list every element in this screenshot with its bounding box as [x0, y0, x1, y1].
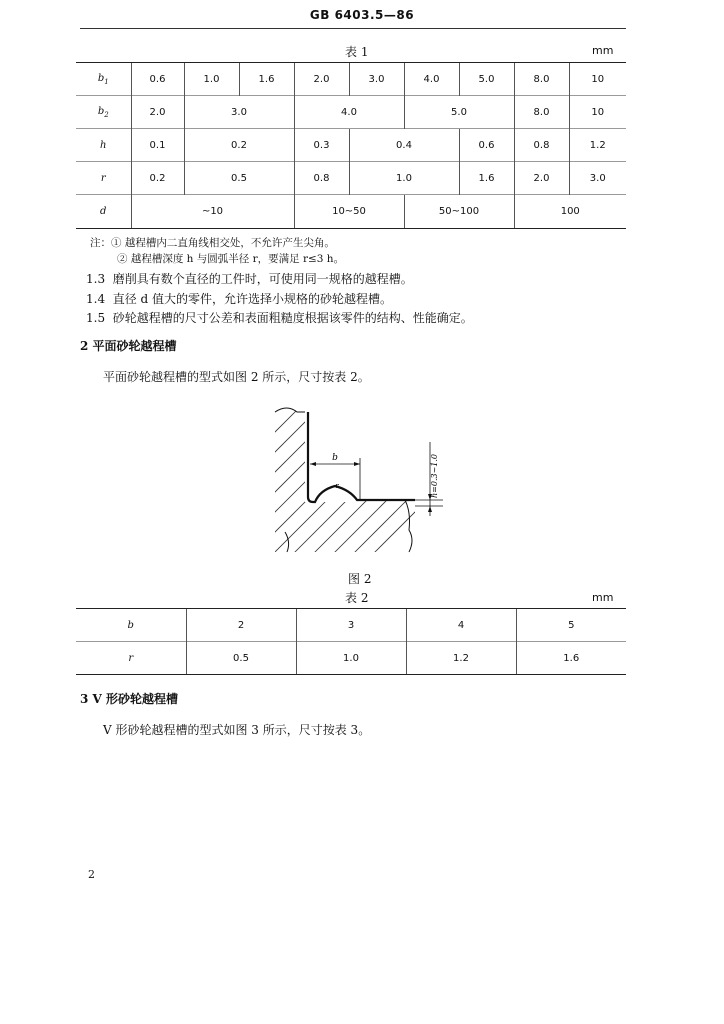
table1-row-d — [76, 195, 626, 229]
table-cell: 3 — [296, 609, 406, 642]
table-cell: 10~50 — [294, 195, 404, 229]
row-label: b — [76, 609, 186, 642]
table-cell: 0.6 — [459, 129, 514, 162]
clause-1-5 — [86, 309, 473, 326]
clause-1-3 — [86, 270, 413, 287]
table-cell: ~10 — [131, 195, 294, 229]
table-cell: 3.0 — [349, 63, 404, 96]
table-cell: 2 — [186, 609, 296, 642]
table-cell: 0.5 — [186, 642, 296, 675]
arrowhead — [428, 506, 432, 512]
row-label: r — [76, 642, 186, 675]
table1-caption: 表 1 — [345, 45, 369, 59]
table-cell: 4.0 — [294, 96, 404, 129]
figure-2-caption: 图 2 — [348, 572, 372, 586]
table-cell: 10 — [569, 63, 626, 96]
figure-label-h: h=0.3~1.0 — [430, 453, 439, 498]
table-cell: 4 — [406, 609, 516, 642]
table1-unit: mm — [592, 44, 614, 57]
table1-row-b1 — [76, 63, 626, 96]
table-cell: 0.1 — [131, 129, 184, 162]
table2-row-r — [76, 642, 626, 675]
table2 — [76, 608, 626, 675]
figure-label-b: b — [332, 453, 338, 463]
table1-row-b2 — [76, 96, 626, 129]
table1-row-r — [76, 162, 626, 195]
row-label: $b_1$ — [76, 63, 131, 96]
table-cell: 3.0 — [569, 162, 626, 195]
arrowhead — [354, 462, 360, 466]
groove-profile — [308, 412, 415, 502]
section-2-paragraph: 平面砂轮越程槽的型式如图 2 所示，尺寸按表 2。 — [103, 370, 370, 384]
section-3-paragraph: V 形砂轮越程槽的型式如图 3 所示，尺寸按表 3。 — [103, 723, 371, 737]
table-cell: 0.4 — [349, 129, 459, 162]
grinding-groove-figure — [265, 402, 455, 554]
clause-text: 直径 d 值大的零件，允许选择小规格的砂轮越程槽。 — [112, 292, 393, 306]
table-cell: 2.0 — [514, 162, 569, 195]
table-cell: 1.6 — [459, 162, 514, 195]
table2-caption: 表 2 — [345, 591, 369, 605]
clause-number: 1.4 — [86, 292, 106, 306]
table-cell: 0.5 — [184, 162, 294, 195]
table-cell: 1.2 — [406, 642, 516, 675]
table-cell: 1.0 — [296, 642, 406, 675]
table2-unit: mm — [592, 591, 614, 604]
row-label: r — [76, 162, 131, 195]
table-cell: 5.0 — [459, 63, 514, 96]
note-1: 注：① 越程槽内二直角线相交处，不允许产生尖角。 — [90, 237, 335, 249]
table1 — [76, 62, 626, 229]
table2-row-b — [76, 609, 626, 642]
clause-number: 1.5 — [86, 311, 106, 325]
header-rule — [80, 28, 626, 29]
table-cell: 8.0 — [514, 96, 569, 129]
table1-row-h — [76, 129, 626, 162]
table-cell: 0.6 — [131, 63, 184, 96]
break-line — [405, 500, 412, 552]
table-cell: 8.0 — [514, 63, 569, 96]
table-cell: 10 — [569, 96, 626, 129]
table-cell: 3.0 — [184, 96, 294, 129]
table-cell: 1.2 — [569, 129, 626, 162]
table-cell: 1.6 — [239, 63, 294, 96]
clause-text: 砂轮越程槽的尺寸公差和表面粗糙度根据该零件的结构、性能确定。 — [112, 311, 473, 325]
table-cell: 50~100 — [404, 195, 514, 229]
clause-1-4 — [86, 290, 392, 307]
table-cell: 5.0 — [404, 96, 514, 129]
row-label: h — [76, 129, 131, 162]
standard-number-header: GB 6403.5—86 — [309, 8, 415, 22]
break-line — [275, 408, 305, 412]
row-label: $b_2$ — [76, 96, 131, 129]
table-cell: 0.2 — [131, 162, 184, 195]
table-cell: 5 — [516, 609, 626, 642]
table-cell: 0.3 — [294, 129, 349, 162]
table-cell: 1.0 — [349, 162, 459, 195]
table-cell: 0.2 — [184, 129, 294, 162]
row-label: d — [76, 195, 131, 229]
arrowhead — [310, 462, 316, 466]
table-cell: 1.0 — [184, 63, 239, 96]
figure-label-r: r — [335, 482, 339, 490]
section-2-heading: 2 平面砂轮越程槽 — [80, 339, 177, 353]
section-3-heading: 3 V 形砂轮越程槽 — [80, 692, 179, 706]
table-cell: 0.8 — [514, 129, 569, 162]
table-cell: 4.0 — [404, 63, 459, 96]
page-number: 2 — [88, 868, 95, 881]
note-2: ② 越程槽深度 h 与圆弧半径 r，要满足 r≤3 h。 — [117, 253, 345, 265]
clause-number: 1.3 — [86, 272, 106, 286]
table-cell: 2.0 — [294, 63, 349, 96]
clause-text: 磨削具有数个直径的工件时，可使用同一规格的越程槽。 — [112, 272, 413, 286]
table-cell: 100 — [514, 195, 626, 229]
table-cell: 2.0 — [131, 96, 184, 129]
table-cell: 0.8 — [294, 162, 349, 195]
table-cell: 1.6 — [516, 642, 626, 675]
